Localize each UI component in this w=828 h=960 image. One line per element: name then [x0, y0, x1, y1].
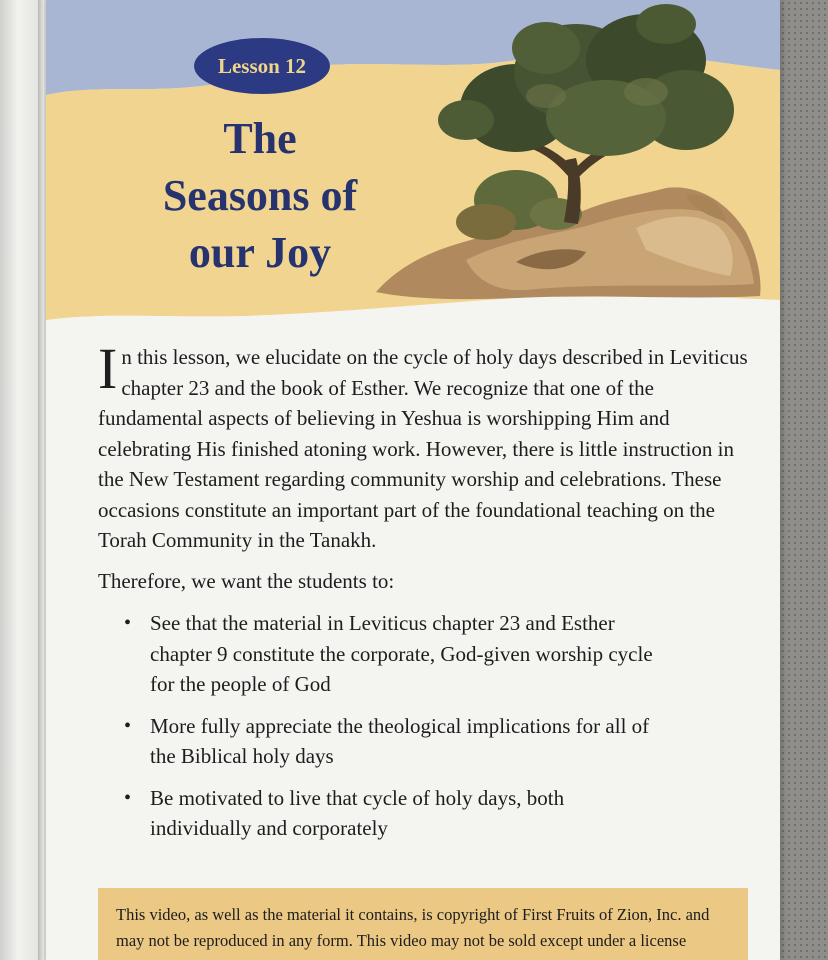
lesson-body	[98, 336, 748, 855]
title-line-3: our Joy	[188, 228, 332, 277]
lesson-title	[130, 110, 390, 281]
drop-cap: I	[98, 336, 118, 401]
lesson-badge: Lesson 12	[194, 38, 330, 94]
goal-text: Be motivated to live that cycle of holy days, both individually and corporately	[150, 785, 565, 840]
bullet-dot-icon: •	[124, 714, 132, 737]
goal-text: See that the material in Leviticus chapter 23 and Esther chapter 9 constitute the corporate, God-given worship cycle for the people of God	[150, 611, 653, 696]
title-line-2: Seasons of	[162, 171, 358, 220]
goals-lead: Therefore, we want the students to:	[98, 568, 395, 593]
bullet-dot-icon: •	[124, 612, 132, 634]
list-item	[124, 608, 670, 700]
bullet-dot-icon: •	[124, 786, 132, 809]
copyright-text: This video, as well as the material it contains, is copyright of First Fruits of Zion, Inc. and may not be reproduced in any form. This video may not be sold except under a license	[116, 905, 710, 950]
title-line-1: The	[223, 114, 297, 163]
intro-text: n this lesson, we elucidate on the cycle of holy days described in Leviticus chapter 23 and the book of Esther. We recognize that one of the fundamental aspects of believing in Yeshua is worshipping Him and celebrating His finished atoning work. However, there is little instruction in the New Testament regarding community worship and celebrations. These occasions constitute an important part of the foundational teaching on the Torah Community in the Tanakh.	[98, 345, 748, 552]
intro-paragraph	[98, 336, 748, 556]
lesson-insert-card	[46, 0, 780, 960]
copyright-notice	[98, 888, 748, 960]
goals-list	[98, 608, 748, 844]
list-item	[124, 783, 670, 844]
case-spine-edge	[38, 0, 44, 960]
list-item	[124, 711, 670, 772]
case-spine	[0, 0, 52, 960]
card-header	[46, 0, 780, 330]
goal-text: More fully appreciate the theological implications for all of the Biblical holy days	[150, 713, 650, 768]
